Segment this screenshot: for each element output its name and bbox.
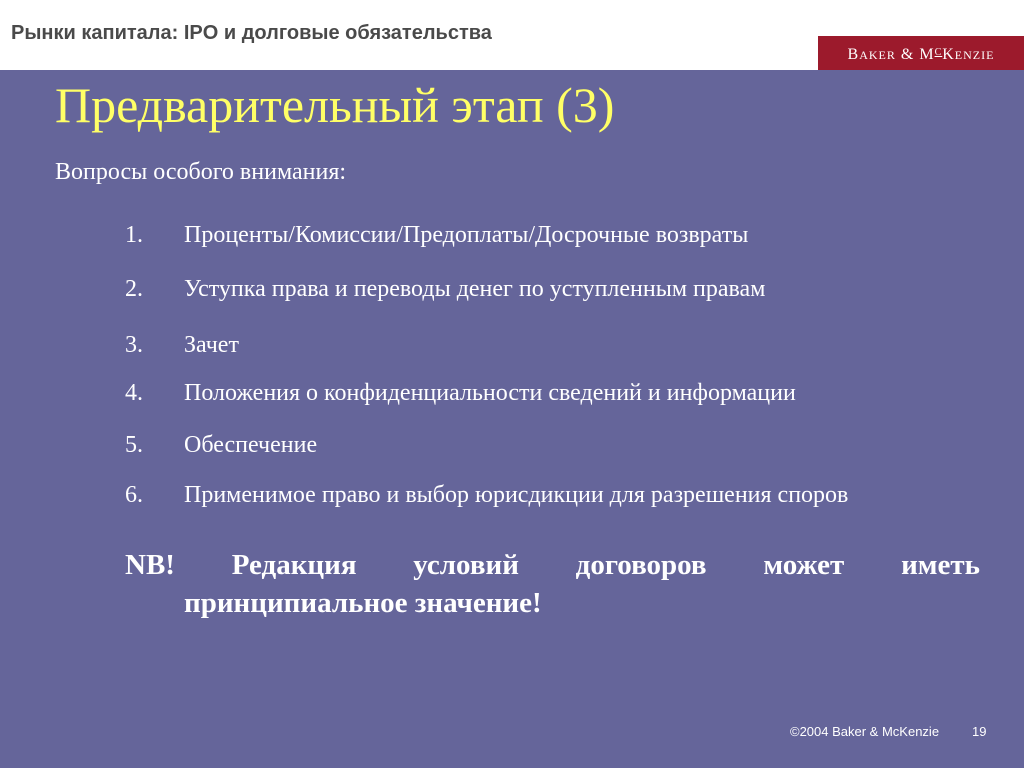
header-bar [0, 0, 1024, 70]
baker-mckenzie-logo [818, 36, 1024, 70]
nb-note [125, 546, 980, 622]
slide-title: Предварительный этап (3) [55, 77, 615, 133]
list-item-number: 6. [125, 482, 143, 508]
list-item-number: 3. [125, 332, 143, 358]
slide-intro: Вопросы особого внимания: [55, 159, 347, 185]
list-item-text: Применимое право и выбор юрисдикции для разрешения споров [184, 482, 849, 508]
page-number: 19 [972, 724, 987, 739]
list-item-number: 1. [125, 222, 143, 248]
list-item-text: Обеспечение [184, 432, 318, 458]
list-item-text: Зачет [184, 332, 239, 358]
header-title: Рынки капитала: IPO и долговые обязательства [11, 22, 492, 44]
logo-text: BAKER & $M^CKENZIE$ [847, 46, 995, 63]
nb-line-1 [125, 546, 980, 584]
nb-word: иметь [901, 549, 980, 581]
nb-word: может [763, 549, 845, 581]
list-item-number: 5. [125, 432, 143, 458]
nb-word: договоров [575, 549, 707, 581]
list-item-text: Проценты/Комиссии/Предоплаты/Досрочные возвраты [184, 222, 749, 248]
nb-word: условий [413, 549, 519, 581]
nb-word: NB! [125, 549, 175, 581]
list-item-number: 4. [125, 380, 143, 406]
nb-line-2: принципиальное значение! [184, 587, 542, 619]
list-item-text: Положения о конфиденциальности сведений и информации [184, 380, 796, 406]
footer-copyright: ©2004 Baker & McKenzie [790, 724, 940, 739]
list-item-number: 2. [125, 276, 143, 302]
list-item-text: Уступка права и переводы денег по уступленным правам [184, 276, 766, 302]
nb-word: Редакция [231, 549, 357, 581]
